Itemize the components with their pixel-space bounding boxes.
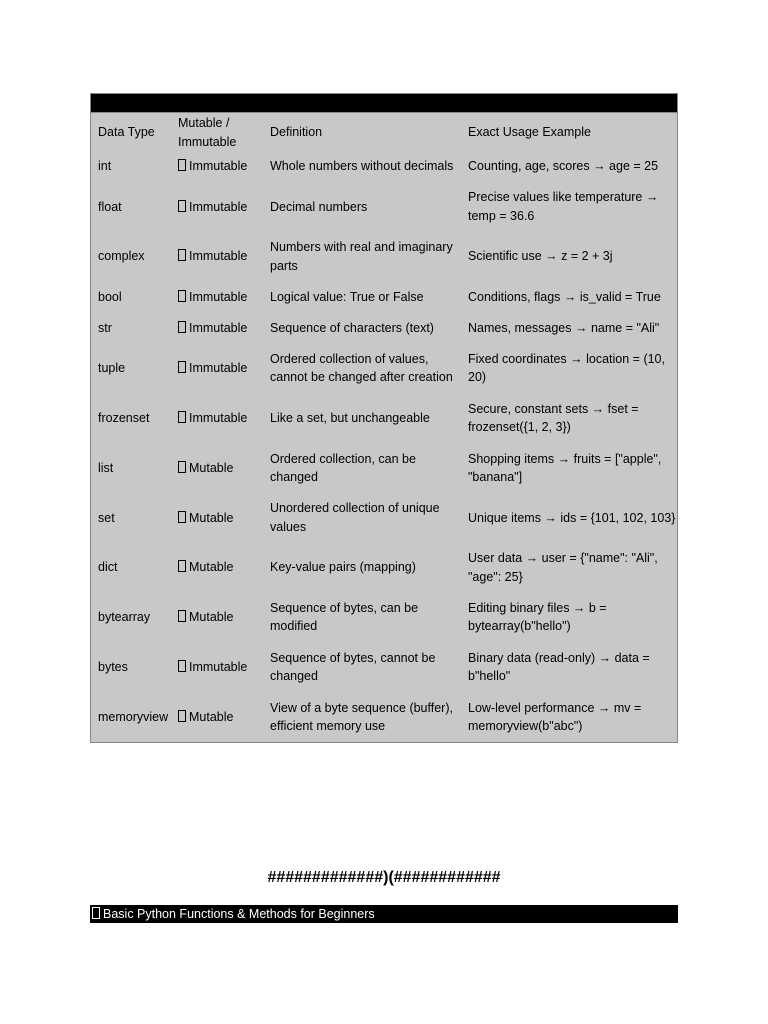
cell-mutability xyxy=(171,182,263,232)
table-row xyxy=(91,593,677,643)
missing-glyph-icon xyxy=(178,361,186,373)
cell-mutability xyxy=(171,493,263,543)
header-definition: Definition xyxy=(270,125,323,140)
cell-mutability xyxy=(171,443,263,493)
table-row xyxy=(91,443,677,493)
missing-glyph-icon xyxy=(178,660,186,672)
cell-definition: View of a byte sequence (buffer), efficient memory use xyxy=(270,700,453,734)
table-top-bar xyxy=(91,94,677,112)
cell-example: Binary data (read-only) → data = b"hello" xyxy=(468,650,650,684)
cell-type: float xyxy=(98,199,122,214)
cell-type: bytearray xyxy=(98,610,151,625)
cell-example: Unique items → ids = {101, 102, 103} xyxy=(468,510,676,525)
missing-glyph-icon xyxy=(178,511,186,523)
cell-mutability xyxy=(171,151,263,182)
cell-example: Scientific use → z = 2 + 3j xyxy=(468,249,613,264)
cell-mutability xyxy=(171,232,263,282)
mutability-label: Immutable xyxy=(189,320,248,335)
missing-glyph-icon xyxy=(178,249,186,261)
missing-glyph-icon xyxy=(178,290,186,302)
cell-type: bool xyxy=(98,289,122,304)
table-row xyxy=(91,313,677,344)
cell-example: Editing binary files → b = bytearray(b"hello") xyxy=(468,600,607,634)
cell-mutability xyxy=(171,593,263,643)
cell-example: Precise values like temperature → temp = 36.6 xyxy=(468,190,659,223)
cell-type: set xyxy=(98,510,115,525)
cell-example: Conditions, flags → is_valid = True xyxy=(468,289,661,304)
table-row xyxy=(91,232,677,282)
cell-definition: Key-value pairs (mapping) xyxy=(270,560,416,575)
cell-definition: Like a set, but unchangeable xyxy=(270,411,430,426)
table-row xyxy=(91,151,677,182)
cell-type: bytes xyxy=(98,660,128,675)
cell-example: Fixed coordinates → location = (10, 20) xyxy=(468,351,665,385)
missing-glyph-icon xyxy=(178,411,186,423)
cell-definition: Whole numbers without decimals xyxy=(270,159,454,174)
mutability-label: Immutable xyxy=(189,660,248,675)
cell-mutability xyxy=(171,692,263,742)
mutability-label: Immutable xyxy=(189,289,248,304)
cell-type: int xyxy=(98,159,112,174)
cell-definition: Sequence of bytes, cannot be changed xyxy=(270,650,436,684)
table-row xyxy=(91,493,677,543)
section-title: Basic Python Functions & Methods for Beginners xyxy=(103,907,375,921)
separator-heading: #############)(############ xyxy=(267,869,501,886)
mutability-label: Mutable xyxy=(189,460,234,475)
cell-mutability xyxy=(171,393,263,443)
missing-glyph-icon xyxy=(92,907,100,919)
table-row xyxy=(91,282,677,313)
cell-type: frozenset xyxy=(98,411,150,426)
cell-mutability xyxy=(171,313,263,344)
cell-definition: Sequence of bytes, can be modified xyxy=(270,600,419,634)
cell-type: memoryview xyxy=(98,709,169,724)
cell-type: dict xyxy=(98,560,118,575)
mutability-label: Immutable xyxy=(189,159,248,174)
mutability-label: Immutable xyxy=(189,199,248,214)
table-row xyxy=(91,182,677,232)
mutability-label: Immutable xyxy=(189,249,248,264)
cell-example: Counting, age, scores → age = 25 xyxy=(468,159,659,174)
missing-glyph-icon xyxy=(178,710,186,722)
cell-definition: Decimal numbers xyxy=(270,199,368,214)
cell-type: str xyxy=(98,320,112,335)
mutability-label: Mutable xyxy=(189,510,234,525)
header-data-type: Data Type xyxy=(98,125,155,140)
section-title-bar xyxy=(90,905,678,923)
missing-glyph-icon xyxy=(178,461,186,473)
cell-mutability xyxy=(171,642,263,692)
cell-type: tuple xyxy=(98,361,126,376)
cell-example: Secure, constant sets → fset = frozenset({1, 2, 3}) xyxy=(468,401,639,435)
table-row xyxy=(91,543,677,593)
table-header-row xyxy=(91,113,677,151)
mutability-label: Mutable xyxy=(189,610,234,625)
cell-type: list xyxy=(98,460,114,475)
data-types-grid xyxy=(91,113,677,742)
cell-definition: Sequence of characters (text) xyxy=(270,320,434,335)
cell-mutability xyxy=(171,282,263,313)
missing-glyph-icon xyxy=(178,610,186,622)
cell-example: Names, messages → name = "Ali" xyxy=(468,320,660,335)
mutability-label: Mutable xyxy=(189,560,234,575)
mutability-label: Immutable xyxy=(189,361,248,376)
missing-glyph-icon xyxy=(178,159,186,171)
cell-mutability xyxy=(171,543,263,593)
cell-definition: Ordered collection, can be changed xyxy=(270,451,416,485)
mutability-label: Mutable xyxy=(189,709,234,724)
mutability-label: Immutable xyxy=(189,411,248,426)
missing-glyph-icon xyxy=(178,200,186,212)
cell-definition: Ordered collection of values, cannot be changed after creation xyxy=(270,351,453,385)
cell-type: complex xyxy=(98,249,145,264)
cell-example: User data → user = {"name": "Ali", "age": 25} xyxy=(468,551,658,584)
cell-definition: Logical value: True or False xyxy=(270,289,424,304)
missing-glyph-icon xyxy=(178,321,186,333)
cell-example: Low-level performance → mv = memoryview(b"abc") xyxy=(468,700,642,734)
table-row xyxy=(91,393,677,443)
cell-mutability xyxy=(171,344,263,394)
missing-glyph-icon xyxy=(178,560,186,572)
table-row xyxy=(91,344,677,394)
cell-definition: Numbers with real and imaginary parts xyxy=(270,240,453,273)
cell-definition: Unordered collection of unique values xyxy=(270,501,440,534)
header-mutability: Mutable / Immutable xyxy=(178,116,237,149)
cell-example: Shopping items → fruits = ["apple", "banana"] xyxy=(468,451,662,485)
table-row xyxy=(91,692,677,742)
data-types-table xyxy=(90,93,678,743)
header-example: Exact Usage Example xyxy=(468,125,591,140)
table-row xyxy=(91,642,677,692)
